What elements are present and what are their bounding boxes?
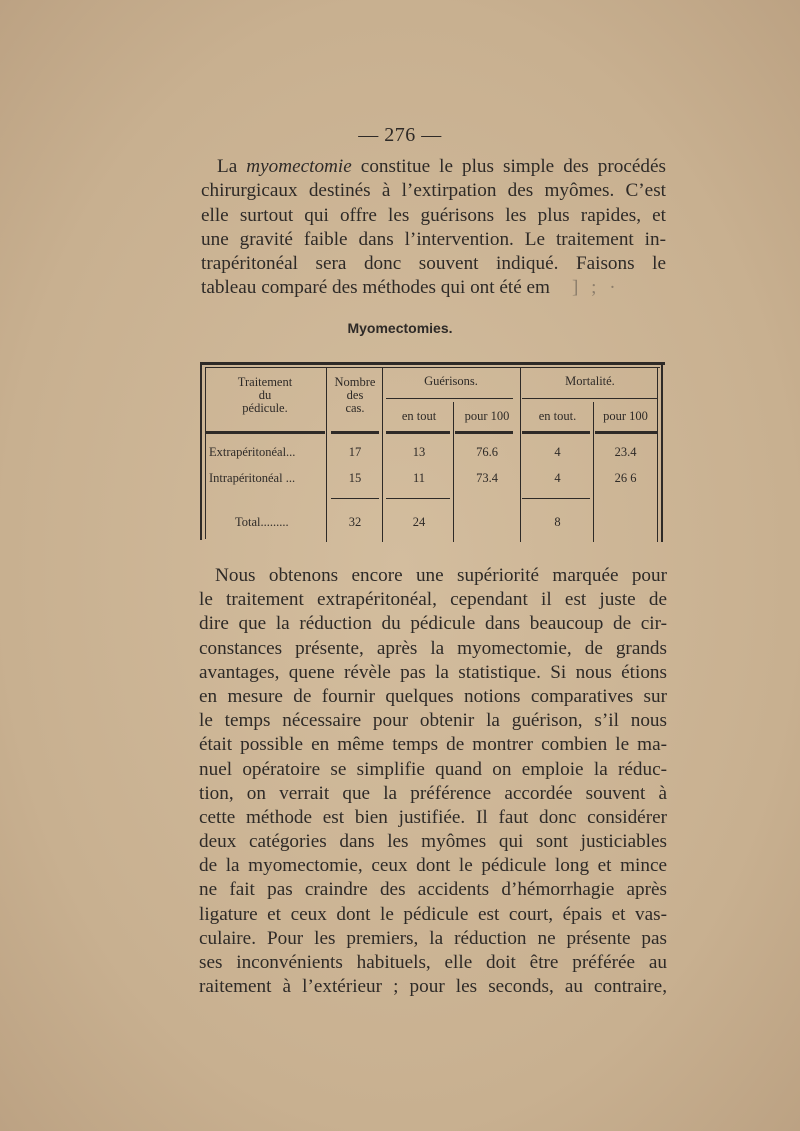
sum-rule: [522, 498, 590, 499]
table-top-rule: [205, 367, 660, 368]
row-label: Intrapéritonéal ...: [209, 471, 296, 485]
header-bottom-rule: [522, 431, 590, 434]
text-line: cette méthode est bien justifiée. Il faut donc considérer: [199, 806, 667, 828]
table-right-rule: [661, 362, 663, 542]
header-bottom-rule: [595, 431, 657, 434]
row-guerisons-tout: 11: [412, 471, 426, 485]
text-line: ses inconvénients habituels, elle doit être préférée au: [199, 952, 667, 973]
text-line: tableau comparé des méthodes qui ont été em ] ; ·: [201, 277, 620, 299]
text-line: culaire. Pour les premiers, la réduction ne présente pas: [199, 927, 667, 949]
header-bottom-rule: [205, 431, 325, 434]
italic-term: myomectomie: [246, 156, 352, 177]
table-title: Myomectomies.: [347, 320, 453, 336]
total-mortalite-tout: 8: [554, 515, 561, 529]
statistics-table: [200, 362, 665, 542]
total-guerisons-tout: 24: [412, 515, 426, 529]
table-left-rule: [205, 367, 206, 539]
header-guerisons: Guérisons.: [424, 374, 478, 388]
text-line: en mesure de fournir quelques notions comparatives sur: [199, 685, 667, 707]
text-line: elle surtout qui offre les guérisons les plus rapides, et: [201, 204, 666, 226]
text-line: le traitement extrapéritonéal, cependant il est juste de: [199, 589, 667, 611]
sum-rule: [331, 498, 379, 499]
row-label: Extrapéritonéal...: [209, 445, 296, 459]
table-left-rule: [200, 362, 202, 540]
text-line: de la myomectomie, ceux dont le pédicule long et mince: [199, 855, 667, 877]
text-line: chirurgicaux destinés à l’extirpation des myômes. C’est: [201, 180, 666, 202]
sum-rule: [386, 498, 450, 499]
header-bottom-rule: [386, 431, 450, 434]
text-line: ne fait pas craindre des accidents d’hémorrhagie après: [199, 879, 667, 901]
row-guerisons-pct: 76.6: [476, 445, 498, 459]
text-line: une gravité faible dans l’intervention. Le traitement in-: [201, 228, 666, 250]
header-bottom-rule: [331, 431, 379, 434]
table-right-rule: [657, 367, 658, 542]
row-mortalite-tout: 4: [554, 445, 561, 459]
paragraph-discussion: [199, 564, 667, 999]
column-rule: [520, 367, 521, 542]
row-guerisons-pct: 73.4: [476, 471, 498, 485]
row-guerisons-tout: 13: [412, 445, 426, 459]
header-divider: [386, 398, 513, 399]
header-guerisons-pour-100: pour 100: [464, 409, 510, 423]
text-line: avantages, quene révèle pas la statistique. Si nous étions: [199, 661, 667, 683]
header-traitement: Traitement du pédicule.: [237, 375, 293, 415]
header-mortalite: Mortalité.: [565, 374, 615, 388]
total-cas: 32: [348, 515, 362, 529]
header-divider: [522, 398, 658, 399]
row-mortalite-tout: 4: [554, 471, 561, 485]
header-guerisons-en-tout: en tout: [401, 409, 437, 423]
text-line: Nous obtenons encore une supériorité marquée pour: [215, 565, 667, 586]
text-line: trapéritonéal sera donc souvent indiqué. Faisons le: [201, 253, 666, 275]
paragraph-intro: [201, 155, 666, 301]
faint-fragment: ] ; ·: [571, 277, 620, 299]
row-mortalite-pct: 26 6: [614, 471, 637, 485]
text-line: nuel opératoire se simplifie quand on emploie la réduc-: [199, 758, 667, 780]
text-line: tion, on verrait que la préférence accordée souvent à: [199, 782, 667, 804]
text-line: ligature et ceux dont le pédicule est court, épais et vas-: [199, 903, 667, 925]
text-line: le temps nécessaire pour obtenir la guérison, s’il nous: [199, 710, 667, 732]
text-line: La myomectomie constitue le plus simple des procédés: [217, 156, 666, 177]
text-line: constances présente, après la myomectomie, de grands: [199, 637, 667, 659]
total-label: Total.........: [235, 515, 289, 529]
header-mortalite-en-tout: en tout.: [538, 409, 577, 423]
page-number: — 276 —: [358, 124, 442, 146]
row-mortalite-pct: 23.4: [614, 445, 637, 459]
text-line: était possible en même temps de montrer combien le ma-: [199, 734, 667, 756]
text-line: dire que la réduction du pédicule dans beaucoup de cir-: [199, 613, 667, 635]
header-mortalite-pour-100: pour 100: [603, 409, 648, 423]
row-cas: 17: [348, 445, 362, 459]
header-nombre: Nombre des cas.: [334, 375, 376, 415]
text-line: raitement à l’extérieur ; pour les seconds, au contraire,: [199, 976, 667, 998]
text-line: deux catégories dans les myômes qui sont justiciables: [199, 831, 667, 853]
table-top-rule: [200, 362, 665, 365]
row-cas: 15: [348, 471, 362, 485]
header-bottom-rule: [455, 431, 513, 434]
